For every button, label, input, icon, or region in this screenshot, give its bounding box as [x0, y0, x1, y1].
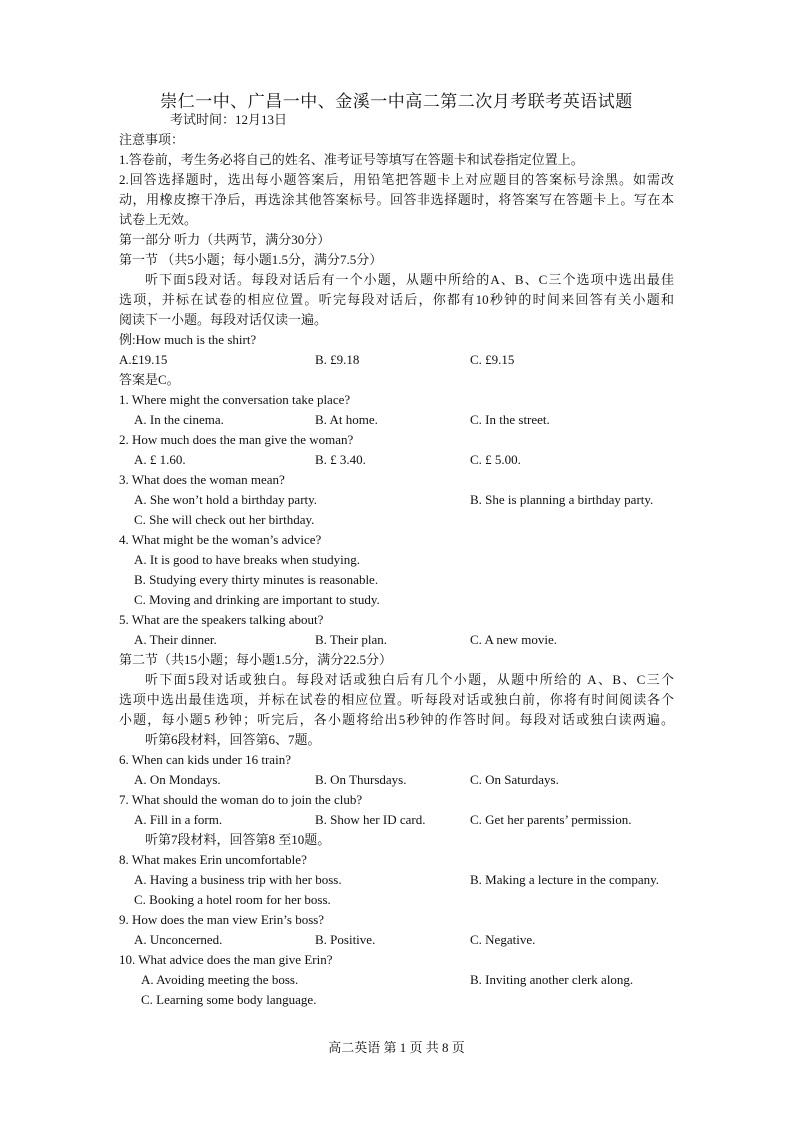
question-3-option-a: A. She won’t hold a birthday party.	[134, 492, 318, 507]
question-5-option-a: A. Their dinner.	[134, 632, 217, 647]
material-7-instruction: 听第7段材料，回答第8 至10题。	[145, 832, 331, 847]
question-2-option-c: C. £ 5.00.	[470, 452, 521, 467]
question-6: 6. When can kids under 16 train?	[119, 752, 291, 767]
question-10-option-b: B. Inviting another clerk along.	[470, 972, 634, 987]
question-4-option-a: A. It is good to have breaks when studying.	[134, 552, 361, 567]
question-5-option-c: C. A new movie.	[470, 632, 558, 647]
question-5: 5. What are the speakers talking about?	[119, 612, 324, 627]
question-7-option-b: B. Show her ID card.	[315, 812, 426, 827]
example-answer: 答案是C。	[119, 372, 180, 387]
question-1-option-b: B. At home.	[315, 412, 378, 427]
example-option-a: A.£19.15	[119, 352, 168, 367]
question-8-option-b: B. Making a lecture in the company.	[470, 872, 660, 887]
page-footer: 高二英语 第 1 页 共 8 页	[328, 1040, 465, 1055]
question-1-option-a: A. In the cinema.	[134, 412, 224, 427]
section1-instruction-line3: 阅读下一小题。每段对话仅读一遍。	[119, 312, 328, 327]
question-3: 3. What does the woman mean?	[119, 472, 285, 487]
notice-item-1: 1.答卷前，考生务必将自己的姓名、准考证号等填写在答题卡和试卷指定位置上。	[119, 152, 584, 167]
question-10-option-a: A. Avoiding meeting the boss.	[141, 972, 299, 987]
section2-instruction-line3: 小题，每小题5 秒钟；听完后，各小题将给出5秒钟的作答时间。每段对话或独白读两遍。	[119, 712, 674, 727]
question-8: 8. What makes Erin uncomfortable?	[119, 852, 307, 867]
part1-heading: 第一部分 听力（共两节，满分30分）	[119, 232, 331, 247]
question-2-option-a: A. £ 1.60.	[134, 452, 186, 467]
section1-instruction-line1: 听下面5段对话。每段对话后有一个小题，从题中所给的A、B、C三个选项中选出最佳	[145, 272, 674, 287]
example-question: 例:How much is the shirt?	[119, 332, 257, 347]
question-7: 7. What should the woman do to join the club?	[119, 792, 363, 807]
notice-item-2-line3: 试卷上无效。	[119, 212, 198, 227]
notice-heading: 注意事项：	[119, 132, 185, 147]
section1-heading: 第一节 （共5小题；每小题1.5分，满分7.5分）	[119, 252, 383, 267]
question-9: 9. How does the man view Erin’s boss?	[119, 912, 325, 927]
question-4-option-c: C. Moving and drinking are important to study.	[134, 592, 380, 607]
notice-item-2-line2: 动，用橡皮擦干净后，再选涂其他答案标号。回答非选择题时，将答案写在答题卡上。写在本	[119, 192, 674, 207]
example-option-c: C. £9.15	[470, 352, 515, 367]
question-8-option-a: A. Having a business trip with her boss.	[134, 872, 342, 887]
question-9-option-a: A. Unconcerned.	[134, 932, 223, 947]
section1-instruction-line2: 选项，并标在试卷的相应位置。听完每段对话后，你都有10秒钟的时间来回答有关小题和	[119, 292, 674, 307]
question-2-option-b: B. £ 3.40.	[315, 452, 366, 467]
section2-instruction-line1: 听下面5段对话或独白。每段对话或独白后有几个小题，从题中所给的 A、B、C三个	[145, 672, 674, 687]
question-1-option-c: C. In the street.	[470, 412, 550, 427]
question-7-option-a: A. Fill in a form.	[134, 812, 223, 827]
question-2: 2. How much does the man give the woman?	[119, 432, 354, 447]
exam-time: 考试时间：12月13日	[170, 112, 288, 127]
question-9-option-c: C. Negative.	[470, 932, 536, 947]
question-1: 1. Where might the conversation take place?	[119, 392, 351, 407]
section2-heading: 第二节（共15小题；每小题1.5分，满分22.5分）	[119, 652, 393, 667]
question-3-option-b: B. She is planning a birthday party.	[470, 492, 654, 507]
question-3-option-c: C. She will check out her birthday.	[134, 512, 315, 527]
question-6-option-c: C. On Saturdays.	[470, 772, 559, 787]
page-title: 崇仁一中、广昌一中、金溪一中高二第二次月考联考英语试题	[160, 92, 633, 111]
question-4-option-b: B. Studying every thirty minutes is reasonable.	[134, 572, 379, 587]
material-6-instruction: 听第6段材料，回答第6、7题。	[145, 732, 321, 747]
question-4: 4. What might be the woman’s advice?	[119, 532, 322, 547]
notice-item-2-line1: 2.回答选择题时，选出每小题答案后，用铅笔把答题卡上对应题目的答案标号涂黑。如需改	[119, 172, 674, 187]
question-8-option-c: C. Booking a hotel room for her boss.	[134, 892, 331, 907]
question-6-option-b: B. On Thursdays.	[315, 772, 407, 787]
example-option-b: B. £9.18	[315, 352, 360, 367]
question-7-option-c: C. Get her parents’ permission.	[470, 812, 632, 827]
question-5-option-b: B. Their plan.	[315, 632, 387, 647]
question-10: 10. What advice does the man give Erin?	[119, 952, 333, 967]
question-10-option-c: C. Learning some body language.	[141, 992, 317, 1007]
question-6-option-a: A. On Mondays.	[134, 772, 221, 787]
question-9-option-b: B. Positive.	[315, 932, 376, 947]
section2-instruction-line2: 选项中选出最佳选项，并标在试卷的相应位置。听每段对话或独白前，你将有时间阅读各个	[119, 692, 674, 707]
